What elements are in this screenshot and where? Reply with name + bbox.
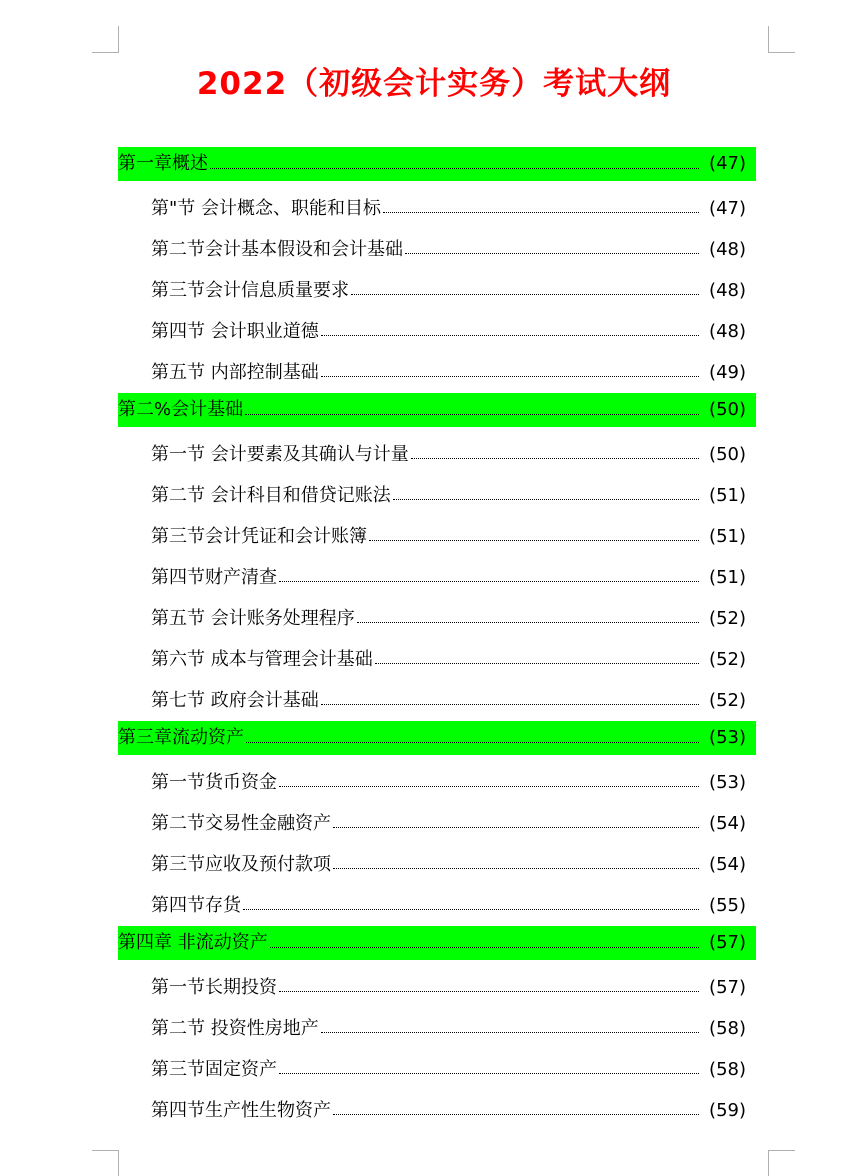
- page-corner-mark-top-left: [92, 26, 119, 53]
- toc-section-entry[interactable]: [118, 967, 756, 1008]
- toc-entry-page-number: (55): [709, 894, 746, 916]
- toc-entry-page-number: (51): [709, 484, 746, 506]
- toc-section-entry[interactable]: [118, 803, 756, 844]
- toc-entry-page-number: (50): [709, 399, 746, 420]
- toc-section-entry[interactable]: [118, 844, 756, 885]
- toc-section-entry[interactable]: [118, 311, 756, 352]
- toc-entry-page-number: (49): [709, 361, 746, 383]
- toc-entry-label: 第三节会计凭证和会计账簿: [151, 525, 367, 547]
- toc-entry-page-number: (47): [709, 197, 746, 219]
- dot-leader: [279, 786, 699, 787]
- dot-leader: [270, 947, 699, 948]
- toc-section-entry[interactable]: [118, 885, 756, 926]
- toc-entry-page-number: (51): [709, 525, 746, 547]
- toc-section-entry[interactable]: [118, 680, 756, 721]
- toc-entry-page-number: (48): [709, 279, 746, 301]
- toc-section-entry[interactable]: [118, 188, 756, 229]
- toc-entry-label: 第四节财产清查: [151, 566, 277, 588]
- toc-section-entry[interactable]: [118, 352, 756, 393]
- dot-leader: [279, 581, 699, 582]
- toc-entry-page-number: (47): [709, 153, 746, 174]
- toc-chapter-entry[interactable]: [118, 393, 756, 427]
- toc-entry-label: 第二节 会计科目和借贷记账法: [151, 484, 391, 506]
- dot-leader: [321, 704, 699, 705]
- toc-entry-page-number: (48): [709, 320, 746, 342]
- toc-chapter-entry[interactable]: [118, 926, 756, 960]
- page-corner-mark-top-right: [768, 26, 795, 53]
- toc-entry-page-number: (58): [709, 1058, 746, 1080]
- toc-entry-label: 第三章流动资产: [118, 727, 244, 748]
- dot-leader: [369, 540, 699, 541]
- toc-section-entry[interactable]: [118, 229, 756, 270]
- toc-section-entry[interactable]: [118, 1090, 756, 1131]
- toc-entry-label: 第六节 成本与管理会计基础: [151, 648, 373, 670]
- toc-entry-label: 第一节长期投资: [151, 976, 277, 998]
- toc-chapter-entry[interactable]: [118, 721, 756, 755]
- dot-leader: [279, 991, 699, 992]
- dot-leader: [321, 1032, 699, 1033]
- dot-leader: [411, 458, 699, 459]
- toc-entry-page-number: (53): [709, 771, 746, 793]
- toc-entry-label: 第三节应收及预付款项: [151, 853, 331, 875]
- toc-entry-label: 第四节存货: [151, 894, 241, 916]
- dot-leader: [210, 168, 699, 169]
- toc-entry-page-number: (51): [709, 566, 746, 588]
- toc-entry-label: 第四节生产性生物资产: [151, 1099, 331, 1121]
- toc-entry-label: 第二节会计基本假设和会计基础: [151, 238, 403, 260]
- dot-leader: [393, 499, 699, 500]
- toc-entry-label: 第一章概述: [118, 153, 208, 174]
- dot-leader: [246, 742, 699, 743]
- toc-entry-label: 第五节 会计账务处理程序: [151, 607, 355, 629]
- toc-entry-page-number: (50): [709, 443, 746, 465]
- dot-leader: [333, 868, 699, 869]
- toc-entry-label: 第二节 投资性房地产: [151, 1017, 319, 1039]
- toc-entry-page-number: (57): [709, 976, 746, 998]
- toc-entry-page-number: (52): [709, 607, 746, 629]
- dot-leader: [321, 376, 699, 377]
- dot-leader: [333, 827, 699, 828]
- toc-entry-label: 第五节 内部控制基础: [151, 361, 319, 383]
- toc-entry-label: 第四节 会计职业道德: [151, 320, 319, 342]
- dot-leader: [383, 212, 699, 213]
- toc-entry-label: 第三节固定资产: [151, 1058, 277, 1080]
- dot-leader: [245, 414, 699, 415]
- toc-entry-label: 第四章 非流动资产: [118, 932, 268, 953]
- toc-section-entry[interactable]: [118, 270, 756, 311]
- dot-leader: [351, 294, 699, 295]
- toc-entry-label: 第二节交易性金融资产: [151, 812, 331, 834]
- toc-section-entry[interactable]: [118, 1049, 756, 1090]
- toc-entry-page-number: (53): [709, 727, 746, 748]
- page-title: 2022（初级会计实务）考试大纲: [196, 66, 672, 102]
- toc-entry-label: 第一节货币资金: [151, 771, 277, 793]
- toc-entry-label: 第三节会计信息质量要求: [151, 279, 349, 301]
- dot-leader: [357, 622, 699, 623]
- toc-entry-label: 第七节 政府会计基础: [151, 689, 319, 711]
- toc-entry-label: 第"节 会计概念、职能和目标: [151, 197, 381, 219]
- page-corner-mark-bottom-left: [92, 1150, 119, 1176]
- toc-entry-label: 第二%会计基础: [118, 399, 244, 420]
- toc-entry-page-number: (48): [709, 238, 746, 260]
- toc-entry-page-number: (52): [709, 689, 746, 711]
- toc-chapter-entry[interactable]: [118, 147, 756, 181]
- toc-section-entry[interactable]: [118, 557, 756, 598]
- toc-section-entry[interactable]: [118, 475, 756, 516]
- toc-section-entry[interactable]: [118, 516, 756, 557]
- dot-leader: [333, 1114, 699, 1115]
- toc-entry-page-number: (58): [709, 1017, 746, 1039]
- dot-leader: [375, 663, 699, 664]
- table-of-contents: [118, 147, 756, 1131]
- toc-section-entry[interactable]: [118, 639, 756, 680]
- toc-entry-label: 第一节 会计要素及其确认与计量: [151, 443, 409, 465]
- toc-section-entry[interactable]: [118, 434, 756, 475]
- toc-section-entry[interactable]: [118, 762, 756, 803]
- toc-section-entry[interactable]: [118, 598, 756, 639]
- dot-leader: [321, 335, 699, 336]
- toc-entry-page-number: (54): [709, 853, 746, 875]
- dot-leader: [243, 909, 699, 910]
- dot-leader: [405, 253, 699, 254]
- dot-leader: [279, 1073, 699, 1074]
- toc-entry-page-number: (59): [709, 1099, 746, 1121]
- toc-entry-page-number: (54): [709, 812, 746, 834]
- toc-entry-page-number: (52): [709, 648, 746, 670]
- page-corner-mark-bottom-right: [768, 1150, 795, 1176]
- toc-section-entry[interactable]: [118, 1008, 756, 1049]
- toc-entry-page-number: (57): [709, 932, 746, 953]
